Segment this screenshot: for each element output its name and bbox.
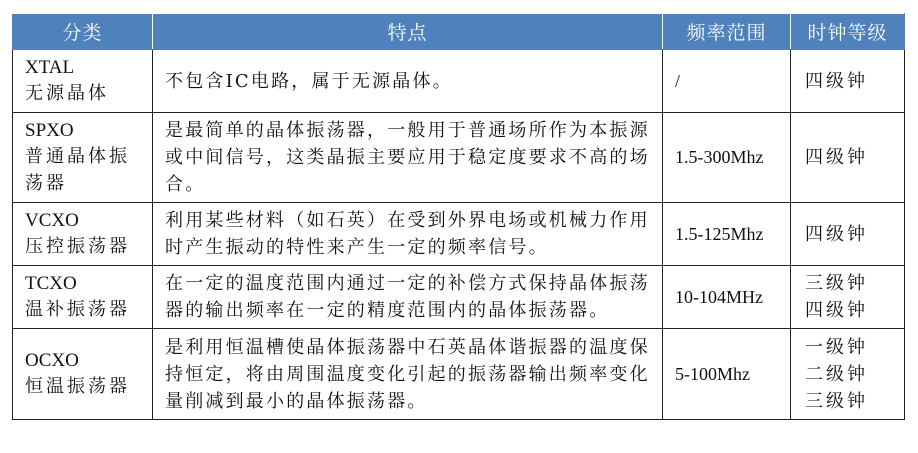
category-code: XTAL [25,57,75,78]
grade-value: 三级钟 [805,273,868,294]
grade-value: 二级钟 [805,363,868,385]
grade-cell [791,203,905,266]
header-frequency-range: 频率范围 [663,14,791,50]
header-features: 特点 [153,14,663,50]
feature-cell: 在一定的温度范围内通过一定的补偿方式保持晶体振荡器的输出频率在一定的精度范围内的晶体振荡器。 [153,266,663,329]
category-name: 温补振荡器 [25,299,130,320]
table-row [13,203,905,266]
frequency-cell: 1.5-125Mhz [663,203,791,266]
category-name: 无源晶体 [25,83,109,104]
category-name: 普通晶体振荡器 [25,146,130,194]
category-code: VCXO [25,210,79,231]
category-cell [13,203,153,266]
category-code: OCXO [25,350,79,371]
category-code: TCXO [25,273,77,294]
header-category: 分类 [13,14,153,50]
table-row [13,50,905,113]
feature-cell: 是最简单的晶体振荡器，一般用于普通场所作为本振源或中间信号，这类晶振主要应用于稳定度要求不高的场合。 [153,113,663,203]
grade-value: 四级钟 [805,147,868,168]
category-cell [13,266,153,329]
frequency-cell: 1.5-300Mhz [663,113,791,203]
frequency-cell: 5-100Mhz [663,329,791,420]
table-row [13,113,905,203]
feature-cell: 是利用恒温槽使晶体振荡器中石英晶体谐振器的温度保持恒定，将由周围温度变化引起的振荡器输出频率变化量削减到最小的晶体振荡器。 [153,329,663,420]
feature-cell: 不包含IC电路，属于无源晶体。 [153,50,663,113]
grade-value: 一级钟 [805,336,868,358]
crystal-oscillator-table [12,13,905,420]
grade-cell [791,50,905,113]
header-clock-grade: 时钟等级 [791,14,905,50]
category-cell [13,329,153,420]
grade-value: 四级钟 [805,300,868,321]
category-cell [13,113,153,203]
table-container [12,13,904,420]
grade-cell [791,113,905,203]
grade-cell [791,266,905,329]
category-name: 压控振荡器 [25,236,130,257]
table-row [13,266,905,329]
feature-cell: 利用某些材料（如石英）在受到外界电场或机械力作用时产生振动的特性来产生一定的频率信号。 [153,203,663,266]
category-code: SPXO [25,120,74,141]
category-name: 恒温振荡器 [25,376,130,397]
header-row [13,14,905,50]
table-row [13,329,905,420]
frequency-cell: / [663,50,791,113]
category-cell [13,50,153,113]
grade-value: 三级钟 [805,390,868,412]
grade-cell [791,329,905,420]
grade-value: 四级钟 [805,223,868,245]
frequency-cell: 10-104MHz [663,266,791,329]
grade-value: 四级钟 [805,70,868,92]
